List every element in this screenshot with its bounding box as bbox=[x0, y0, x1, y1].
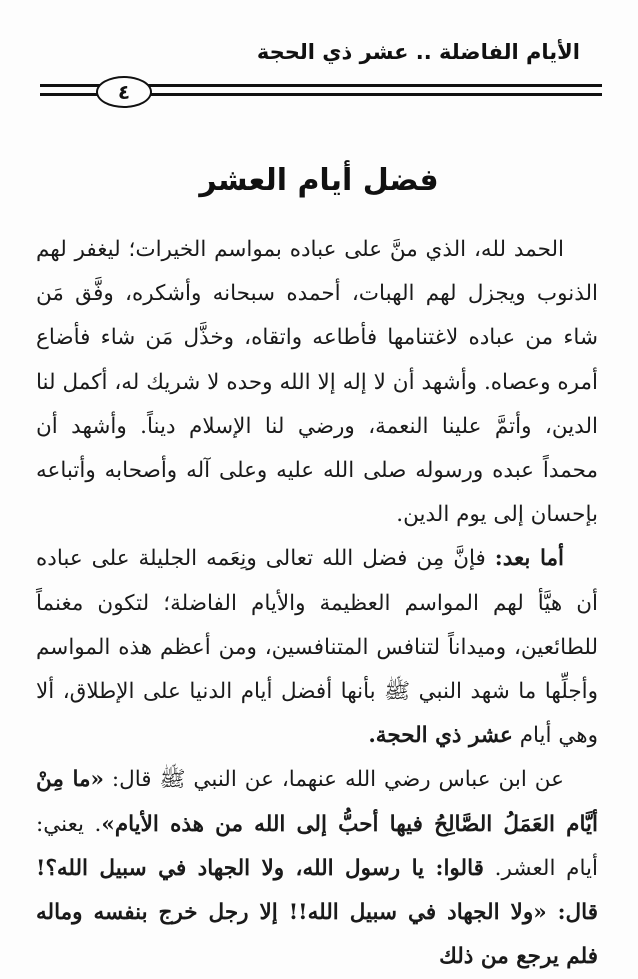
running-header-title: الأيام الفاضلة .. عشر ذي الحجة bbox=[256, 40, 580, 64]
paragraph-lead: أما بعد: bbox=[494, 546, 564, 572]
hadith-explanation: . يعني: أيام العشر. bbox=[36, 811, 598, 881]
paragraph-emphasis: عشر ذي الحجة. bbox=[368, 723, 513, 749]
hadith-quote: «ما مِنْ أيَّام العَمَلُ الصَّالِحُ فيها أحبُّ إلى الله من هذه الأيام» bbox=[36, 767, 598, 837]
page-number: ٤ bbox=[96, 76, 152, 108]
paragraph-text: فإنَّ مِن فضل الله تعالى ونِعَمه الجليلة على عباده أن هيَّأ لهم المواسم العظيمة والأيام الفاضلة؛ لتكون مغنماً للطائعين، وميداناً لتنافس المتنافسين، ومن أعظم هذه المواسم وأجلِّها ما شهد النبي ﷺ بأنها أفضل أيام الدنيا على الإطلاق، ألا وهي أيام bbox=[36, 546, 598, 749]
chapter-title: فضل أيام العشر bbox=[199, 163, 439, 198]
paragraph-hadith bbox=[36, 758, 598, 979]
body-text bbox=[36, 228, 598, 979]
paragraph-amma-bad bbox=[36, 537, 598, 758]
paragraph-intro bbox=[36, 228, 598, 537]
paragraph-intro-text: الحمد لله، الذي منَّ على عباده بمواسم الخيرات؛ ليغفر لهم الذنوب ويجزل لهم الهبات، أحمده سبحانه وأشكره، وفَّق مَن شاء من عباده لاغتنامها فأطاعه واتقاه، وخذَّل مَن شاء فأضاع أمره وعصاه. وأشهد أن لا إله إلا الله وحده لا شريك له، أكمل لنا الدين، وأتمَّ علينا النعمة، ورضي لنا الإسلام ديناً. وأشهد أن محمداً عبده ورسوله صلى الله عليه وعلى آله وأصحابه وأتباعه بإحسان إلى يوم الدين. bbox=[36, 237, 598, 528]
hadith-narration: عن ابن عباس رضي الله عنهما، عن النبي ﷺ قال: bbox=[103, 767, 564, 793]
hadith-continuation: قالوا: يا رسول الله، ولا الجهاد في سبيل الله؟! قال: «ولا الجهاد في سبيل الله!! إلا رجل خرج بنفسه وماله فلم يرجع من ذلك bbox=[36, 855, 598, 970]
